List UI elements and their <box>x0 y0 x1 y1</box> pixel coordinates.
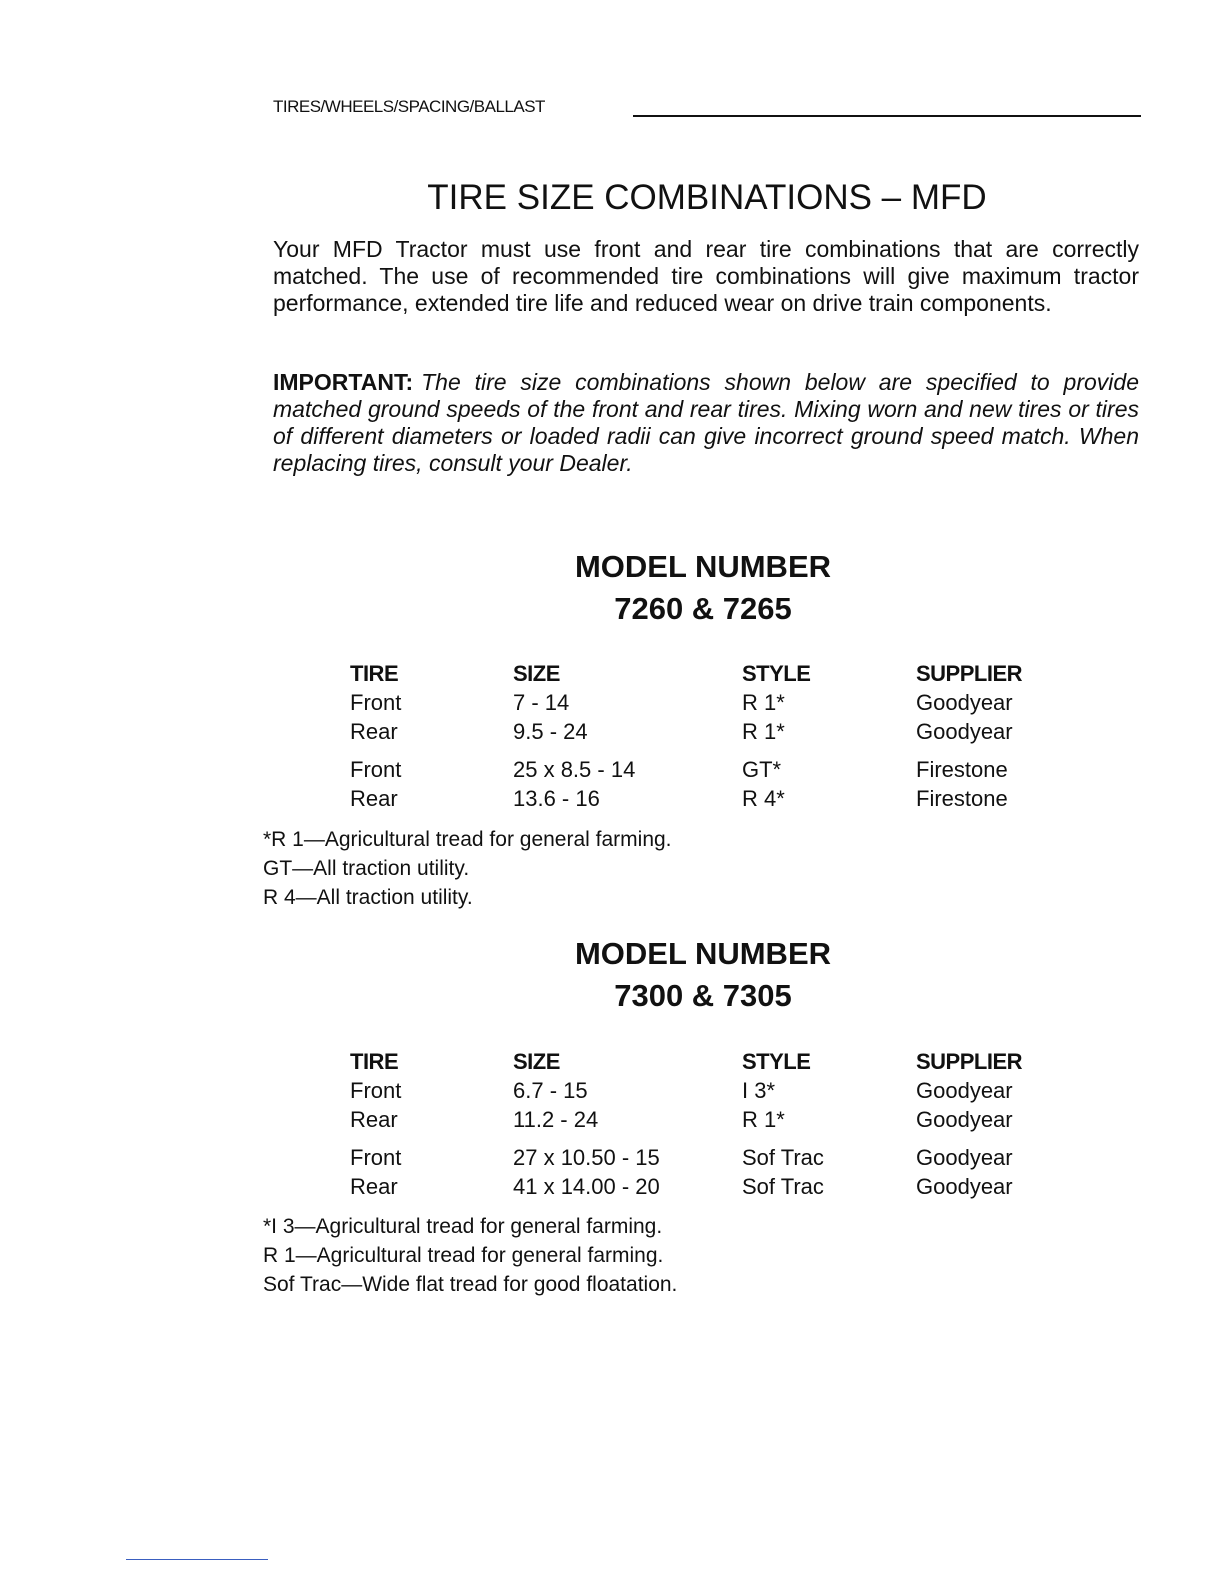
supplier-cell: Firestone <box>916 786 1008 811</box>
tire-cell: Rear <box>350 1107 398 1132</box>
footnote: R 4—All traction utility. <box>263 886 473 909</box>
column-header-supplier: SUPPLIER <box>916 1049 1023 1074</box>
table-row <box>350 1174 1090 1203</box>
tire-cell: Rear <box>350 1174 398 1199</box>
column-header-tire: TIRE <box>350 661 399 686</box>
tire-cell: Front <box>350 1145 402 1170</box>
column-header-style: STYLE <box>742 661 811 686</box>
size-cell: 7 - 14 <box>513 690 570 715</box>
table-row <box>350 1107 1090 1136</box>
supplier-cell: Goodyear <box>916 1107 1013 1132</box>
intro-paragraph: Your MFD Tractor must use front and rear tire combinations that are correctly matched. The use of recommended tire combinations will give maximum tractor performance, extended tire life and reduced wear on drive train components. <box>273 236 1139 316</box>
table-row <box>350 719 1090 748</box>
footnotes-1 <box>263 825 963 912</box>
important-label: IMPORTANT: <box>273 369 414 395</box>
tire-table-1 <box>350 661 1090 815</box>
style-cell: R 4* <box>742 786 785 811</box>
model-heading-1 <box>503 546 903 630</box>
column-header-tire: TIRE <box>350 1049 399 1074</box>
table-row <box>350 786 1090 815</box>
tire-cell: Rear <box>350 719 398 744</box>
model-heading-label: MODEL NUMBER <box>574 549 832 584</box>
supplier-cell: Firestone <box>916 757 1008 782</box>
style-cell: GT* <box>742 757 782 782</box>
size-cell: 9.5 - 24 <box>513 719 588 744</box>
table-header <box>350 661 1090 690</box>
section-label: TIRES/WHEELS/SPACING/BALLAST <box>273 97 545 116</box>
footnote: *R 1—Agricultural tread for general farming. <box>263 828 672 851</box>
size-cell: 27 x 10.50 - 15 <box>513 1145 660 1170</box>
style-cell: R 1* <box>742 719 785 744</box>
table-row <box>350 690 1090 719</box>
supplier-cell: Goodyear <box>916 1145 1013 1170</box>
column-header-size: SIZE <box>513 661 560 686</box>
important-note <box>273 369 1139 477</box>
page-header <box>273 95 1141 121</box>
supplier-cell: Goodyear <box>916 1078 1013 1103</box>
table-row <box>350 1078 1090 1107</box>
model-heading-label: MODEL NUMBER <box>574 936 832 971</box>
style-cell: R 1* <box>742 690 785 715</box>
tire-cell: Front <box>350 690 402 715</box>
supplier-cell: Goodyear <box>916 719 1013 744</box>
table-header <box>350 1049 1090 1078</box>
style-cell: I 3* <box>742 1078 776 1103</box>
scan-edge-line <box>126 1559 268 1560</box>
tire-table-2 <box>350 1049 1090 1203</box>
tire-cell: Front <box>350 757 402 782</box>
size-cell: 6.7 - 15 <box>513 1078 588 1103</box>
size-cell: 13.6 - 16 <box>513 786 600 811</box>
model-heading-2 <box>503 933 903 1017</box>
column-header-supplier: SUPPLIER <box>916 661 1023 686</box>
model-numbers: 7260 & 7265 <box>614 591 792 626</box>
header-rule <box>633 115 1141 117</box>
size-cell: 41 x 14.00 - 20 <box>513 1174 660 1199</box>
style-cell: R 1* <box>742 1107 785 1132</box>
tire-cell: Rear <box>350 786 398 811</box>
table-row <box>350 1145 1090 1174</box>
table-row <box>350 757 1090 786</box>
footnote: *I 3—Agricultural tread for general farming. <box>263 1215 663 1238</box>
footnote: GT—All traction utility. <box>263 857 470 880</box>
size-cell: 25 x 8.5 - 14 <box>513 757 636 782</box>
supplier-cell: Goodyear <box>916 1174 1013 1199</box>
footnotes-2 <box>263 1212 963 1299</box>
model-numbers: 7300 & 7305 <box>614 978 792 1013</box>
page-title: TIRE SIZE COMBINATIONS – MFD <box>427 178 987 217</box>
style-cell: Sof Trac <box>742 1145 824 1170</box>
size-cell: 11.2 - 24 <box>513 1107 599 1132</box>
tire-cell: Front <box>350 1078 402 1103</box>
supplier-cell: Goodyear <box>916 690 1013 715</box>
footnote: R 1—Agricultural tread for general farming. <box>263 1244 664 1267</box>
important-text: The tire size combinations shown below are specified to provide matched ground speeds of the front and rear tires. Mixing worn and new tires or tires of different diameters or loaded radii can give incorrect ground speed match. When replacing tires, consult your Dealer. <box>273 369 1139 476</box>
style-cell: Sof Trac <box>742 1174 824 1199</box>
column-header-style: STYLE <box>742 1049 811 1074</box>
footnote: Sof Trac—Wide flat tread for good floatation. <box>263 1273 678 1296</box>
column-header-size: SIZE <box>513 1049 560 1074</box>
